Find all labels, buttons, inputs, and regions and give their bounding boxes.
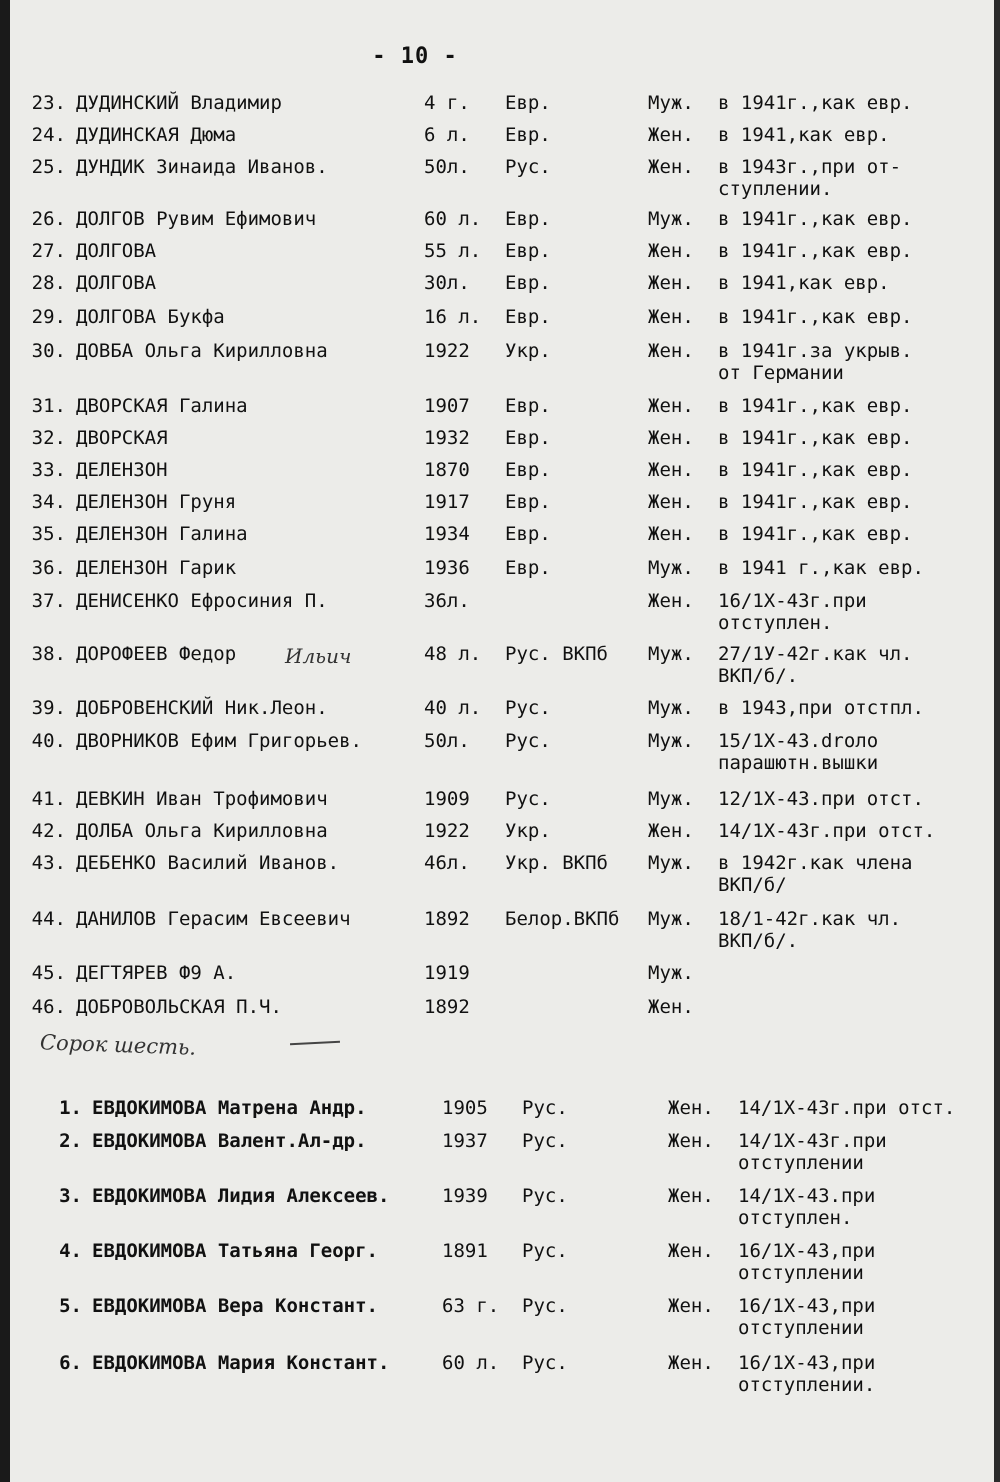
birth-year: 1936 xyxy=(424,557,470,579)
circumstances xyxy=(718,730,878,774)
person-name: ДЕЛЕНЗОН Груня xyxy=(76,491,237,513)
person-name: ДОБРОВЕНСКИЙ Ник.Леон. xyxy=(76,697,328,719)
row-number: 32. xyxy=(31,427,66,449)
circumstances xyxy=(718,697,924,719)
birth-year: 16 л. xyxy=(424,306,482,328)
row-number: 37. xyxy=(31,590,66,612)
circumstances-line: в 1941,как евр. xyxy=(718,272,890,294)
row-number: 41. xyxy=(31,788,66,810)
circumstances-line: в 1941г.,как евр. xyxy=(718,491,913,513)
person-name: ДОЛБА Ольга Кирилловна xyxy=(76,820,328,842)
circumstances-line: 14/1Х-43г.при xyxy=(738,1130,887,1152)
person-name: ДЕГТЯРЕВ Ф9 А. xyxy=(76,962,237,984)
circumstances xyxy=(718,788,924,810)
circumstances-line: отступлении xyxy=(738,1262,864,1284)
birth-year: 1907 xyxy=(424,395,470,417)
row-number: 36. xyxy=(31,557,66,579)
circumstances-line: в 1941г.,как евр. xyxy=(718,208,913,230)
circumstances-line: ступлении. xyxy=(718,178,833,200)
circumstances xyxy=(738,1352,875,1396)
row-number: 27. xyxy=(31,240,66,262)
row-number: 43. xyxy=(31,852,66,874)
circumstances xyxy=(718,395,912,417)
sex: Жен. xyxy=(648,427,694,449)
birth-year: 55 л. xyxy=(424,240,482,262)
circumstances xyxy=(718,590,867,634)
nationality: Укр. ВКПб xyxy=(505,852,608,874)
row-number: 44. xyxy=(31,908,66,930)
birth-year: 50л. xyxy=(424,730,470,752)
circumstances xyxy=(718,523,912,545)
circumstances-line: 14/1Х-43.при xyxy=(738,1185,876,1207)
row-number: 35. xyxy=(31,523,66,545)
sex: Муж. xyxy=(648,908,694,930)
circumstances-line: отступлении. xyxy=(738,1374,876,1396)
circumstances xyxy=(718,852,912,896)
circumstances xyxy=(718,156,901,200)
person-name: ЕВДОКИМОВА Валент.Ал-др. xyxy=(92,1130,367,1152)
nationality: Рус. xyxy=(522,1097,568,1119)
row-number: 34. xyxy=(31,491,66,513)
scan-edge-right xyxy=(994,0,1000,1482)
sex: Жен. xyxy=(648,590,694,612)
circumstances-line: 14/1Х-43г.при отст. xyxy=(718,820,936,842)
birth-year: 1919 xyxy=(424,962,470,984)
birth-year: 30л. xyxy=(424,272,470,294)
circumstances-line: в 1941г.,как евр. xyxy=(718,523,913,545)
circumstances xyxy=(718,92,912,114)
birth-year: 1917 xyxy=(424,491,470,513)
person-name: ЕВДОКИМОВА Татьяна Георг. xyxy=(92,1240,378,1262)
person-name: ДОЛГОВА xyxy=(76,272,157,294)
birth-year: 1905 xyxy=(442,1097,488,1119)
circumstances xyxy=(718,459,912,481)
circumstances xyxy=(738,1130,887,1174)
sex: Жен. xyxy=(668,1097,714,1119)
nationality: Рус. xyxy=(522,1352,568,1374)
circumstances xyxy=(718,306,912,328)
circumstances-line: 12/1Х-43.при отст. xyxy=(718,788,924,810)
circumstances xyxy=(718,643,912,687)
birth-year: 4 г. xyxy=(424,92,470,114)
circumstances-line: 27/1У-42г.как чл. xyxy=(718,643,913,665)
sex: Жен. xyxy=(648,156,694,178)
circumstances-line: 15/1Х-43.droло xyxy=(718,730,879,752)
circumstances xyxy=(718,820,935,842)
nationality: Евр. xyxy=(505,557,551,579)
nationality: Евр. xyxy=(505,124,551,146)
birth-year: 1934 xyxy=(424,523,470,545)
row-number: 24. xyxy=(31,124,66,146)
sex: Муж. xyxy=(648,788,694,810)
circumstances-line: отступлен. xyxy=(738,1207,853,1229)
row-number: 28. xyxy=(31,272,66,294)
nationality: Рус. ВКПб xyxy=(505,643,608,665)
circumstances-line: 14/1Х-43г.при отст. xyxy=(738,1097,956,1119)
sex: Муж. xyxy=(648,557,694,579)
circumstances-line: в 1941г.за укрыв. xyxy=(718,340,913,362)
person-name: ДВОРСКАЯ xyxy=(76,427,168,449)
nationality: Евр. xyxy=(505,208,551,230)
nationality: Евр. xyxy=(505,459,551,481)
circumstances xyxy=(738,1185,875,1229)
nationality: Рус. xyxy=(522,1185,568,1207)
birth-year: 1891 xyxy=(442,1240,488,1262)
birth-year: 1870 xyxy=(424,459,470,481)
nationality: Рус. xyxy=(522,1240,568,1262)
sex: Жен. xyxy=(668,1185,714,1207)
birth-year: 1922 xyxy=(424,820,470,842)
person-name: ДЕЛЕНЗОН Гарик xyxy=(76,557,237,579)
circumstances-line: 18/1-42г.как чл. xyxy=(718,908,902,930)
circumstances-line: в 1941г.,как евр. xyxy=(718,395,913,417)
person-name: ЕВДОКИМОВА Вера Констант. xyxy=(92,1295,378,1317)
nationality: Евр. xyxy=(505,272,551,294)
person-name: ДВОРСКАЯ Галина xyxy=(76,395,248,417)
circumstances-line: 16/1Х-43,при xyxy=(738,1352,876,1374)
row-number: 25. xyxy=(31,156,66,178)
row-number: 42. xyxy=(31,820,66,842)
sex: Муж. xyxy=(648,697,694,719)
sex: Жен. xyxy=(648,820,694,842)
row-number: 39. xyxy=(31,697,66,719)
circumstances-line: в 1941г.,как евр. xyxy=(718,92,913,114)
circumstances-line: отступлении xyxy=(738,1317,864,1339)
sex: Муж. xyxy=(648,730,694,752)
circumstances-line: в 1941г.,как евр. xyxy=(718,240,913,262)
person-name: ДОВБА Ольга Кирилловна xyxy=(76,340,328,362)
person-name: ЕВДОКИМОВА Мария Констант. xyxy=(92,1352,390,1374)
circumstances-line: парашютн.вышки xyxy=(718,752,879,774)
row-number: 2. xyxy=(59,1130,82,1152)
sex: Жен. xyxy=(648,124,694,146)
circumstances-line: в 1941г.,как евр. xyxy=(718,459,913,481)
person-name: ДОЛГОВА Букфа xyxy=(76,306,225,328)
row-number: 45. xyxy=(31,962,66,984)
sex: Жен. xyxy=(668,1295,714,1317)
circumstances xyxy=(718,427,912,449)
person-name: ДЕБЕНКО Василий Иванов. xyxy=(76,852,340,874)
nationality: Рус. xyxy=(505,730,551,752)
person-name: ДОЛГОВ Рувим Ефимович xyxy=(76,208,317,230)
birth-year: 50л. xyxy=(424,156,470,178)
person-name: ДВОРНИКОВ Ефим Григорьев. xyxy=(76,730,362,752)
circumstances xyxy=(718,124,890,146)
circumstances-line: в 1943г.,при от- xyxy=(718,156,902,178)
sex: Муж. xyxy=(648,962,694,984)
circumstances xyxy=(718,491,912,513)
row-number: 4. xyxy=(59,1240,82,1262)
nationality: Евр. xyxy=(505,92,551,114)
nationality: Евр. xyxy=(505,427,551,449)
nationality: Рус. xyxy=(522,1130,568,1152)
sex: Жен. xyxy=(648,459,694,481)
circumstances xyxy=(718,557,924,579)
row-number: 5. xyxy=(59,1295,82,1317)
circumstances xyxy=(738,1240,875,1284)
person-name: ДЕВКИН Иван Трофимович xyxy=(76,788,328,810)
circumstances-line: ВКП/б/. xyxy=(718,930,799,952)
birth-year: 6 л. xyxy=(424,124,470,146)
row-number: 31. xyxy=(31,395,66,417)
nationality: Рус. xyxy=(505,156,551,178)
circumstances xyxy=(738,1295,875,1339)
handwritten-patronymic: Ильич xyxy=(285,644,352,668)
nationality: Евр. xyxy=(505,240,551,262)
birth-year: 1937 xyxy=(442,1130,488,1152)
circumstances xyxy=(718,340,912,384)
nationality: Белор.ВКПб xyxy=(505,908,620,930)
sex: Муж. xyxy=(648,852,694,874)
circumstances-line: в 1941 г.,как евр. xyxy=(718,557,924,579)
birth-year: 1892 xyxy=(424,908,470,930)
row-number: 38. xyxy=(31,643,66,665)
person-name: ДОБРОВОЛЬСКАЯ П.Ч. xyxy=(76,996,282,1018)
person-name: ДЕЛЕНЗОН Галина xyxy=(76,523,248,545)
person-name: ДУДИНСКАЯ Дюма xyxy=(76,124,237,146)
sex: Муж. xyxy=(648,208,694,230)
sex: Жен. xyxy=(668,1240,714,1262)
circumstances-line: в 1942г.как члена xyxy=(718,852,913,874)
person-name: ДУДИНСКИЙ Владимир xyxy=(76,92,282,114)
circumstances-line: в 1941г.,как евр. xyxy=(718,427,913,449)
person-name: ДЕЛЕНЗОН xyxy=(76,459,168,481)
circumstances xyxy=(738,1097,955,1119)
circumstances-line: в 1943,при отстпл. xyxy=(718,697,924,719)
birth-year: 48 л. xyxy=(424,643,482,665)
birth-year: 60 л. xyxy=(424,208,482,230)
circumstances-line: отступлен. xyxy=(718,612,833,634)
row-number: 23. xyxy=(31,92,66,114)
handwritten-count-note: Сорок шесть. xyxy=(39,1030,197,1060)
sex: Жен. xyxy=(648,491,694,513)
person-name: ДОРОФЕЕВ Федор xyxy=(76,643,237,665)
row-number: 29. xyxy=(31,306,66,328)
nationality: Евр. xyxy=(505,395,551,417)
handwritten-underline xyxy=(290,1041,340,1046)
circumstances-line: 16/1Х-43,при xyxy=(738,1240,876,1262)
sex: Муж. xyxy=(648,92,694,114)
circumstances-line: 16/1Х-43г.при xyxy=(718,590,867,612)
row-number: 6. xyxy=(59,1352,82,1374)
row-number: 40. xyxy=(31,730,66,752)
birth-year: 63 г. xyxy=(442,1295,500,1317)
sex: Жен. xyxy=(648,272,694,294)
row-number: 3. xyxy=(59,1185,82,1207)
sex: Жен. xyxy=(648,523,694,545)
sex: Жен. xyxy=(668,1130,714,1152)
nationality: Укр. xyxy=(505,340,551,362)
nationality: Рус. xyxy=(505,788,551,810)
person-name: ДАНИЛОВ Герасим Евсеевич xyxy=(76,908,351,930)
sex: Жен. xyxy=(648,240,694,262)
circumstances xyxy=(718,908,901,952)
birth-year: 1932 xyxy=(424,427,470,449)
birth-year: 36л. xyxy=(424,590,470,612)
circumstances-line: отступлении xyxy=(738,1152,864,1174)
sex: Жен. xyxy=(648,996,694,1018)
sex: Муж. xyxy=(648,643,694,665)
sex: Жен. xyxy=(648,395,694,417)
nationality: Рус. xyxy=(522,1295,568,1317)
birth-year: 1892 xyxy=(424,996,470,1018)
sex: Жен. xyxy=(648,340,694,362)
row-number: 33. xyxy=(31,459,66,481)
person-name: ДЕНИСЕНКО Ефросиния П. xyxy=(76,590,328,612)
birth-year: 1939 xyxy=(442,1185,488,1207)
row-number: 26. xyxy=(31,208,66,230)
person-name: ЕВДОКИМОВА Матрена Андр. xyxy=(92,1097,367,1119)
birth-year: 1909 xyxy=(424,788,470,810)
circumstances xyxy=(718,208,912,230)
nationality: Евр. xyxy=(505,306,551,328)
birth-year: 40 л. xyxy=(424,697,482,719)
circumstances-line: в 1941,как евр. xyxy=(718,124,890,146)
nationality: Евр. xyxy=(505,491,551,513)
circumstances-line: 16/1Х-43,при xyxy=(738,1295,876,1317)
birth-year: 1922 xyxy=(424,340,470,362)
scan-edge-left xyxy=(0,0,10,1482)
circumstances xyxy=(718,272,890,294)
circumstances-line: от Германии xyxy=(718,362,844,384)
circumstances-line: ВКП/б/. xyxy=(718,665,799,687)
person-name: ДУНДИК Зинаида Иванов. xyxy=(76,156,328,178)
person-name: ЕВДОКИМОВА Лидия Алексеев. xyxy=(92,1185,390,1207)
nationality: Евр. xyxy=(505,523,551,545)
page-number: - 10 - xyxy=(372,44,458,69)
row-number: 30. xyxy=(31,340,66,362)
sex: Жен. xyxy=(648,306,694,328)
circumstances-line: в 1941г.,как евр. xyxy=(718,306,913,328)
row-number: 46. xyxy=(31,996,66,1018)
person-name: ДОЛГОВА xyxy=(76,240,157,262)
birth-year: 46л. xyxy=(424,852,470,874)
nationality: Рус. xyxy=(505,697,551,719)
row-number: 1. xyxy=(59,1097,82,1119)
nationality: Укр. xyxy=(505,820,551,842)
circumstances xyxy=(718,240,912,262)
circumstances-line: ВКП/б/ xyxy=(718,874,787,896)
sex: Жен. xyxy=(668,1352,714,1374)
birth-year: 60 л. xyxy=(442,1352,500,1374)
